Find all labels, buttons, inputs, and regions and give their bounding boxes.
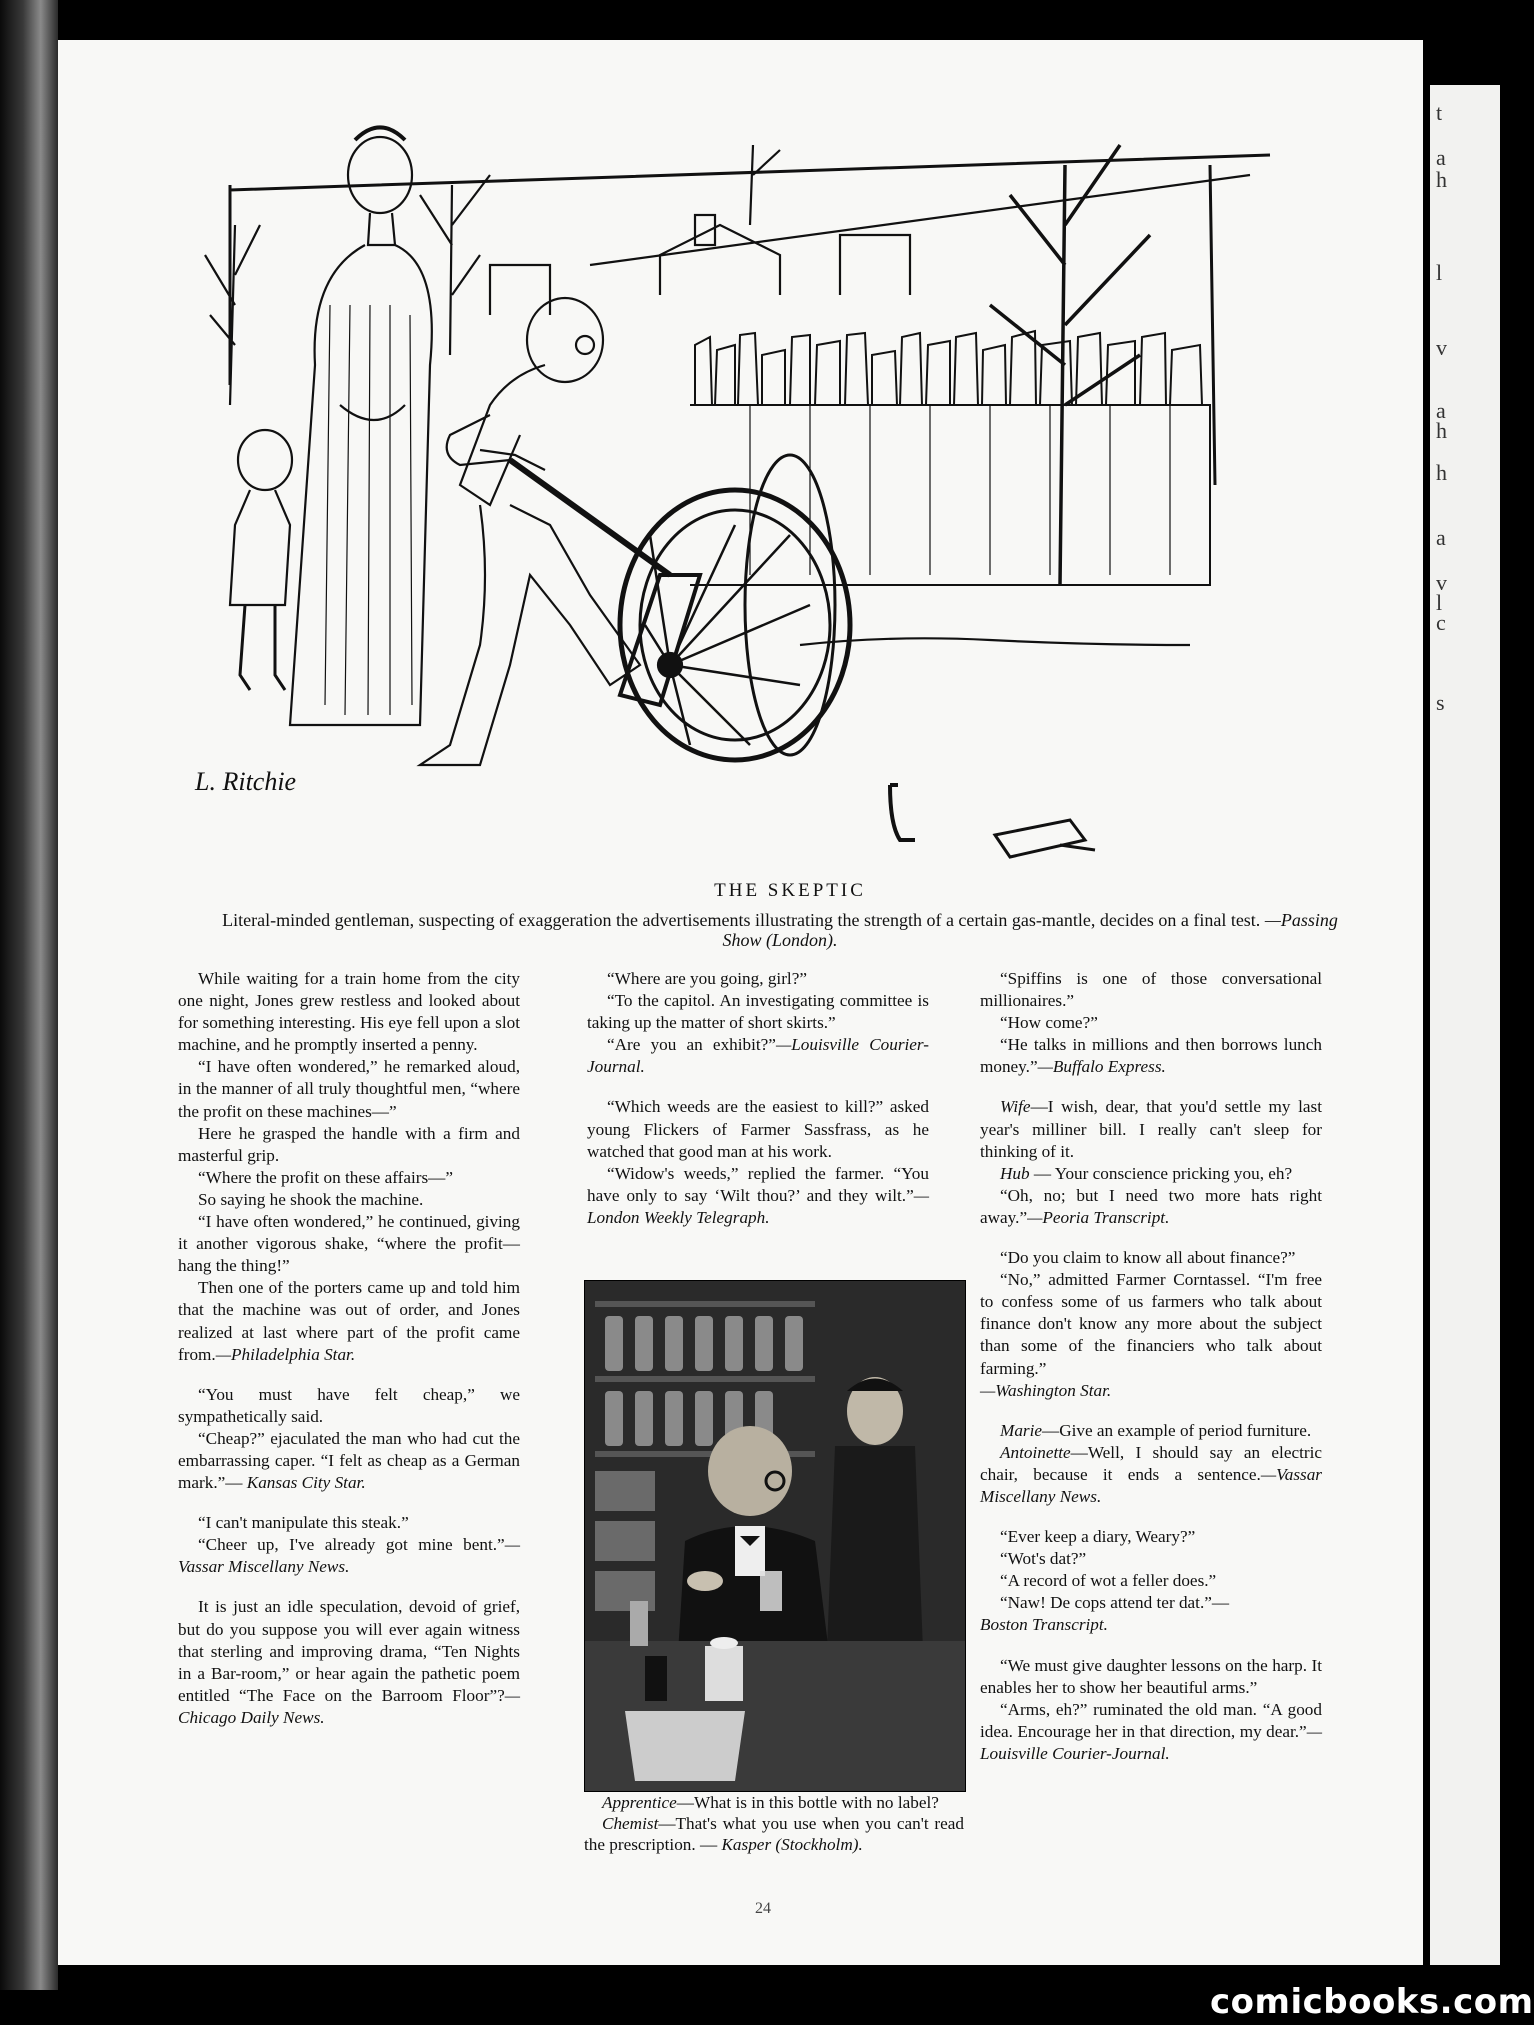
paragraph: “We must give daughter lessons on the harp. It enables her to show her beautiful arms.” [980, 1655, 1322, 1697]
cartoon-source: —Passing Show (London). [722, 910, 1338, 950]
facing-letter: a [1436, 145, 1446, 170]
facing-letter: l [1436, 260, 1443, 285]
paragraph-text: “Arms, eh?” ruminated the old man. “A good idea. Encourage her in that direction, my dear.” [980, 1699, 1322, 1741]
paragraph: While waiting for a train home from the city one night, Jones grew restless and looked about for something interesting. His eye fell upon a slot machine, and he promptly inserted a penny. [178, 969, 520, 1055]
facing-letter: s [1436, 690, 1445, 715]
chemist-scene-drawing [585, 1281, 965, 1791]
paragraph: “How come?” [1000, 1013, 1098, 1033]
cartoon-caption [220, 910, 1340, 950]
caption-text: —That's what you use when you can't read the prescription. — [584, 1814, 964, 1854]
source-credit: —Vassar Miscellany News. [980, 1464, 1322, 1506]
paragraph: “A record of wot a feller does.” [1000, 1571, 1217, 1591]
page-number: 24 [755, 1900, 771, 1917]
facing-page-edge [1430, 85, 1500, 1965]
paragraph-text: “Oh, no; but I need two more hats right away.” [980, 1185, 1322, 1227]
paragraph [980, 1420, 1322, 1442]
speaker-name: Wife [1000, 1097, 1031, 1117]
paragraph-text: — Your conscience pricking you, eh? [1029, 1163, 1293, 1183]
photo-caption [584, 1792, 964, 1855]
paragraph: “Where are you going, girl?” [607, 969, 807, 988]
source-credit: —Louisville Courier-Journal. [980, 1721, 1322, 1763]
facing-letter: a [1436, 398, 1446, 423]
paragraph: “Ever keep a diary, Weary?” [1000, 1527, 1196, 1547]
paragraph [587, 1034, 929, 1078]
source-credit: —Washington Star. [980, 1380, 1112, 1400]
source-credit: Kansas City Star. [246, 1473, 366, 1493]
paragraph-text: “Widow's weeds,” replied the farmer. “You have only to say ‘Wilt thou?’ and they wilt.” [587, 1163, 929, 1205]
speaker-name: Chemist [602, 1814, 659, 1833]
paragraph: “You must have felt cheap,” we sympathetically said. [178, 1384, 520, 1426]
paragraph-text: “Cheer up, I've already got mine bent.” [198, 1535, 505, 1555]
paragraph-text: “Cheap?” ejaculated the man who had cut the embarrassing caper. “I felt as cheap as a German mark.”— [178, 1428, 520, 1493]
caption-line [584, 1813, 964, 1855]
speaker-name: Antoinette [1000, 1442, 1071, 1462]
facing-letter: v [1436, 570, 1447, 595]
paragraph: “I can't manipulate this steak.” [198, 1513, 409, 1533]
paragraph: “Do you claim to know all about finance?” [1000, 1248, 1296, 1268]
cartoon-title: THE SKEPTIC [714, 880, 866, 901]
chemist-photo-illustration [584, 1280, 966, 1792]
paragraph [980, 1034, 1322, 1078]
paragraph: “I have often wondered,” he continued, giving it another vigorous shake, “where the profit—hang the thing!” [178, 1212, 520, 1276]
paragraph [178, 1534, 520, 1578]
source-credit: —London Weekly Telegraph. [587, 1185, 929, 1227]
paragraph-text: “No,” admitted Farmer Corntassel. “I'm free to confess some of us farmers who talk about finance don't know any more about the subject than some of the financiers who talk about farming.” [980, 1270, 1322, 1378]
text-column-middle [587, 968, 929, 1229]
paragraph-text: Then one of the porters came up and told him that the machine was out of order, and Jones realized at last where part of the profit came from. [178, 1278, 520, 1364]
source-credit: —Peoria Transcript. [1027, 1207, 1170, 1227]
caption-text: —What is in this bottle with no label? [676, 1793, 939, 1812]
paragraph [178, 1428, 520, 1494]
site-watermark: comicbooks.com [1210, 1982, 1534, 2022]
speaker-name: Marie [1000, 1420, 1043, 1440]
paragraph-text: —Well, I should say an electric chair, because it ends a sentence. [980, 1442, 1322, 1484]
paragraph-text: “Naw! De cops attend ter dat.”— [1000, 1593, 1230, 1613]
text-column-right [980, 968, 1322, 1765]
paragraph: “To the capitol. An investigating committee is taking up the matter of short skirts.” [587, 991, 929, 1033]
paragraph [980, 1699, 1322, 1765]
paragraph [980, 1592, 1322, 1636]
facing-letter: h [1436, 167, 1447, 192]
source-credit: —Philadelphia Star. [215, 1344, 356, 1364]
paragraph: So saying he shook the machine. [198, 1189, 424, 1209]
artist-signature: L. Ritchie [195, 767, 297, 796]
facing-letter: v [1436, 335, 1447, 360]
source-credit: —Louisville Courier-Journal. [587, 1035, 930, 1077]
text-column-left [178, 968, 520, 1729]
paragraph [980, 1185, 1322, 1229]
paragraph [980, 1442, 1322, 1508]
paragraph [980, 1269, 1322, 1402]
facing-letter: t [1436, 100, 1443, 125]
paragraph [587, 1163, 929, 1229]
source-credit: Kasper (Stockholm). [721, 1835, 863, 1854]
facing-letter: h [1436, 418, 1447, 443]
paragraph-text: “He talks in millions and then borrows lunch money.” [980, 1035, 1322, 1077]
facing-letter: c [1436, 610, 1446, 635]
source-credit: —Chicago Daily News. [178, 1685, 520, 1727]
source-credit: —Buffalo Express. [1037, 1057, 1166, 1077]
paragraph: “Wot's dat?” [1000, 1549, 1087, 1569]
paragraph [980, 1163, 1322, 1185]
paragraph [178, 1596, 520, 1729]
caption-line [584, 1792, 964, 1813]
source-credit: Boston Transcript. [980, 1615, 1108, 1635]
skeptic-cartoon-illustration [190, 105, 1310, 875]
paragraph: Here he grasped the handle with a firm and masterful grip. [178, 1123, 520, 1165]
facing-letter: h [1436, 460, 1447, 485]
source-credit: —Vassar Miscellany News. [178, 1535, 520, 1577]
facing-letter: l [1436, 590, 1443, 615]
speaker-name: Hub [1000, 1163, 1030, 1183]
book-binding [0, 0, 58, 1990]
paragraph-text: —Give an example of period furniture. [1042, 1420, 1312, 1440]
paragraph: “I have often wondered,” he remarked aloud, in the manner of all truly thoughtful men, “where the profit on these machines—” [178, 1057, 520, 1121]
paragraph [178, 1277, 520, 1365]
paragraph: “Where the profit on these affairs—” [198, 1167, 453, 1187]
paragraph-text: It is just an idle speculation, devoid of grief, but do you suppose you will ever again witness that sterling and improving drama, “Ten Nights in a Bar-room,” or hear again the pathetic poem entitled “The Face on the Barroom Floor”? [178, 1597, 520, 1705]
cartoon-caption-text: Literal-minded gentleman, suspecting of exaggeration the advertisements illustrating the strength of a certain gas-mantle, decides on a final test. [222, 910, 1261, 930]
paragraph: “Spiffins is one of those conversational millionaires.” [980, 969, 1322, 1011]
paragraph-text: —I wish, dear, that you'd settle my last year's milliner bill. I really can't sleep for thinking of it. [980, 1097, 1322, 1161]
paragraph-text: “Are you an exhibit?” [607, 1035, 776, 1055]
paragraph [980, 1096, 1322, 1162]
facing-letter: a [1436, 525, 1446, 550]
speaker-name: Apprentice [602, 1793, 677, 1812]
paragraph: “Which weeds are the easiest to kill?” asked young Flickers of Farmer Sassfrass, as he watched that good man at his work. [587, 1097, 929, 1161]
